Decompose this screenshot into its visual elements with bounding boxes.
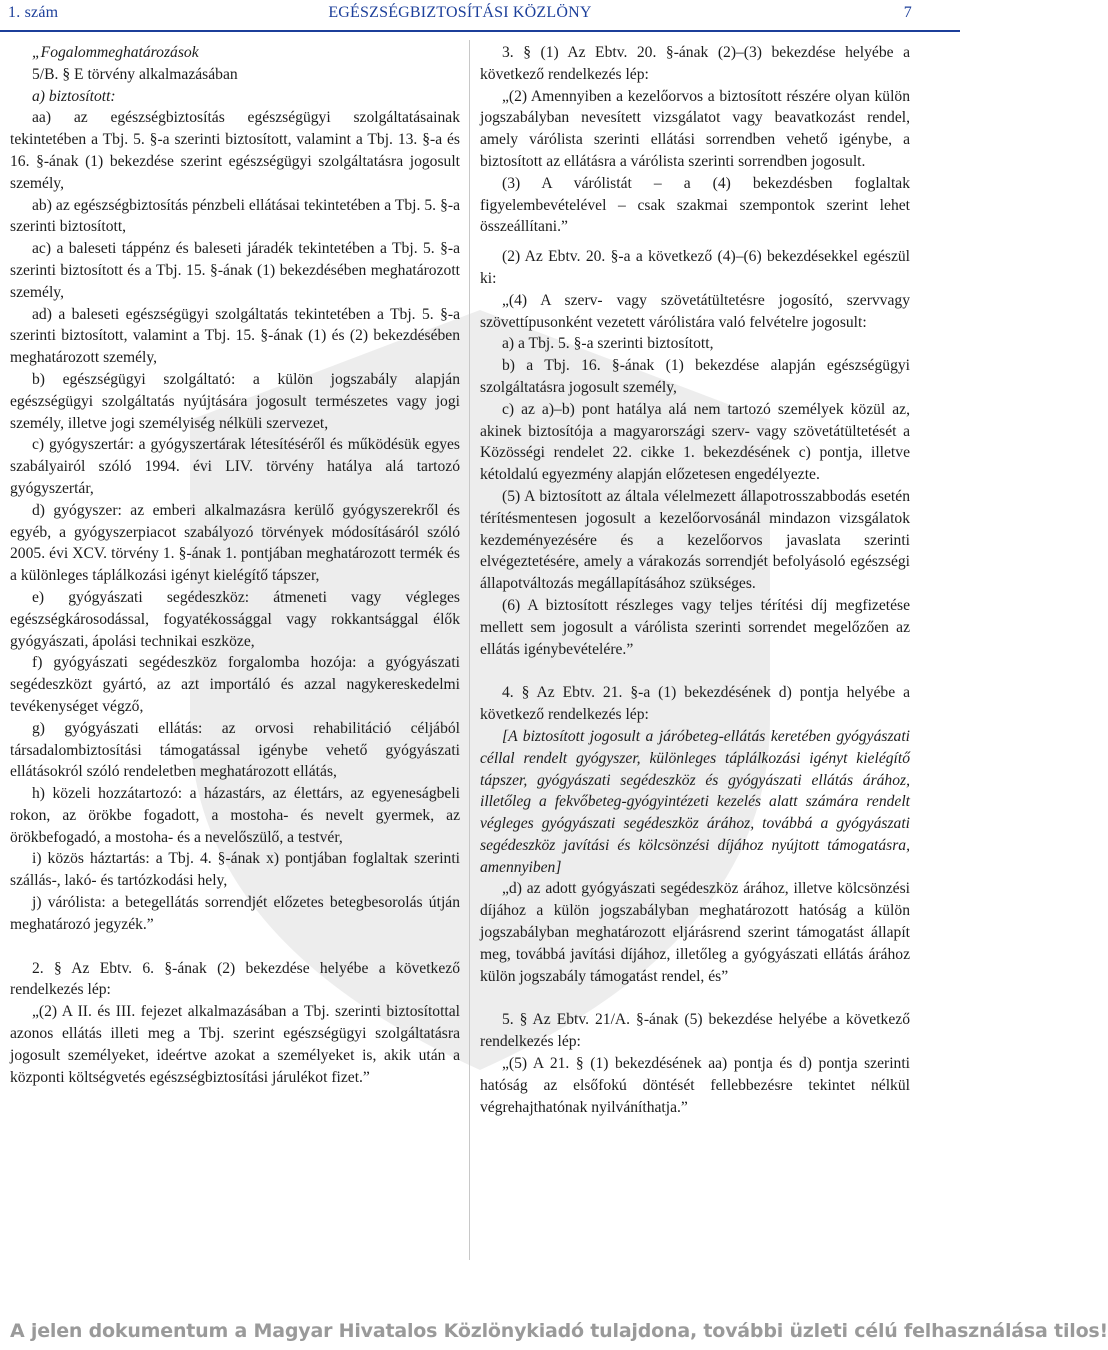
spacer (480, 660, 910, 682)
paragraph: b) a Tbj. 16. §-ának (1) bekezdése alapján egészségügyi szolgáltatásra jogosult személy, (480, 357, 910, 396)
paragraph: aa) az egészségbiztosítás egészségügyi szolgáltatásainak tekintetében a Tbj. 5. §-a szerinti biztosított, valamint a Tbj. 13. §-a és 16. §-ának (1) bekezdése szerint egészségügyi szolgáltatásra jogosult személy, (10, 109, 460, 192)
column-divider (469, 40, 470, 1260)
paragraph: „(5) A 21. § (1) bekezdésének aa) pontja és d) pontja szerinti hatóság az elsőfokú döntését fellebbezésre tekintet nélkül végrehajthatónak nyilváníthatja.” (480, 1055, 910, 1116)
paragraph: f) gyógyászati segédeszköz forgalomba hozója: a gyógyászati segédeszközt gyártó, az azt importáló és azzal nagykereskedelmi tevékenységet végző, (10, 654, 460, 715)
paragraph: g) gyógyászati ellátás: az orvosi rehabilitáció céljából társadalombiztosítási támogatással igénybe vehető gyógyászati ellátásokról szóló rendeletben meghatározott ellátás, (10, 719, 460, 781)
paragraph: ad) a baleseti egészségügyi szolgáltatás tekintetében a Tbj. 5. §-a szerinti biztosított, valamint a Tbj. 15. §-ának (1) és (2) bekezdésében meghatározott személy, (10, 305, 460, 367)
paragraph: 4. § Az Ebtv. 21. §-a (1) bekezdésének d) pontja helyébe a következő rendelkezés lép: (480, 684, 910, 724)
issue-number: 1. szám (8, 4, 59, 21)
paragraph: [A biztosított jogosult a járóbeteg-ellátás keretében gyógyászati céllal rendelt gyógyszer, különleges táplálkozási igényt kielégítő tápszer, gyógyászati segédeszköz és gyógyászati ellátás árához, illetőleg a fekvőbeteg-gyógyintézeti kezelés alatt számára rendelt végleges gyógyászati segédeszköz árához, továbbá a gyógyászati segédeszköz javítási és kölcsönzési díjához nyújtott támogatásra, amennyiben] (480, 727, 910, 876)
page-number: 7 (903, 4, 912, 21)
paragraph: (3) A várólistát – a (4) bekezdésben foglaltak figyelembevételével – csak szakmai szempontok szerint lehet összeállítani.” (480, 174, 910, 236)
paragraph: e) gyógyászati segédeszköz: átmeneti vagy végleges egészségkárosodással, fogyatékossággal vagy rokkantsággal élők gyógyászati, ápolási technikai eszköze, (10, 588, 460, 650)
paragraph: b) egészségügyi szolgáltató: a külön jogszabály alapján egészségügyi szolgáltatás nyújtására jogosult természetes vagy jogi személy, illetve jogi személyiség nélküli szervezet, (10, 370, 460, 432)
paragraph: „(2) A II. és III. fejezet alkalmazásában a Tbj. szerinti biztosítottal azonos ellátás illeti meg a Tbj. szerint egészségügyi szolgáltatásra jogosult személyeket, ideértve azokat a személyeket is, akik után a központi költségvetés egészségbiztosítási járulékot fizet.” (10, 1003, 460, 1086)
paragraph: i) közös háztartás: a Tbj. 4. §-ának x) pontjában foglaltak szerinti szállás-, lakó- és tartózkodási hely, (10, 850, 460, 890)
paragraph: a) a Tbj. 5. §-a szerinti biztosított, (502, 335, 714, 353)
paragraph: „(2) Amennyiben a kezelőorvos a biztosított részére olyan külön jogszabályban nevesített vizsgálatot vagy beavatkozást rendel, amely várólista szerinti ellátási sorrendben vehető igénybe, a biztosított az ellátásra a várólista szerinti sorrendben jogosult. (480, 87, 910, 170)
paragraph: d) gyógyszer: az emberi alkalmazásra kerülő gyógyszerekről és egyéb, a gyógyszerpiacot szabályozó törvények módosításáról szóló 2005. évi XCV. törvény 1. §-ának 1. pontjában meghatározott termék és a különleges táplálkozási igényt kielégítő tápszer, (10, 501, 460, 585)
paragraph: 2. § Az Ebtv. 6. §-ának (2) bekezdése helyébe a következő rendelkezés lép: (10, 959, 460, 999)
paragraph: „d) az adott gyógyászati segédeszköz árához, illetve kölcsönzési díjához a külön jogszabályban meghatározott hatóság a külön jogszabályban meghatározott eljárásrend szerint támogatást állapít meg, továbbá javítási díjához, illetőleg a gyógyászati ellátás árához külön jogszabály támogatást rendel, és” (480, 880, 910, 985)
paragraph: 3. § (1) Az Ebtv. 20. §-ának (2)–(3) bekezdése helyébe a következő rendelkezés lép: (480, 44, 910, 83)
paragraph: ac) a baleseti táppénz és baleseti járadék tekintetében a Tbj. 5. §-a szerinti biztosított és a Tbj. 15. §-ának (1) bekezdésében meghatározott személy, (10, 240, 460, 301)
paragraph: (5) A biztosított az általa vélelmezett állapotrosszabbodás esetén térítésmentesen jogosult a kezelőorvosánál mindazon vizsgálatok kezdeményezésére és a kezelőorvos javaslata szerinti elvégeztetésére, amely a várakozás sorrendjét befolyásoló egészségi állapotváltozás megállapításához szükséges. (480, 487, 910, 593)
spacer (480, 987, 910, 1009)
paragraph: „Fogalommeghatározások (32, 44, 199, 61)
header-rule (0, 30, 960, 32)
paragraph: h) közeli hozzátartozó: a házastárs, az élettárs, az egyeneságbeli rokon, az örökbe fogadott, a mostoha- és nevelt gyermek, az örökbefogadó, a mostoha- és a nevelőszülő, a testvér, (10, 785, 460, 846)
paragraph: c) az a)–b) pont hatálya alá nem tartozó személyek közül az, akinek biztosítója a magyarországi szerv- vagy szövetátültetését a Közösségi rendelet 22. cikke 1. bekezdésének c) pontja, illetve kétoldalú egyezmény alapján előzetesen engedélyezte. (480, 400, 910, 484)
spacer (10, 936, 460, 958)
paragraph: (6) A biztosított részleges vagy teljes térítési díj megfizetése mellett sem jogosult a várólista szerinti sorrendet megelőzően az ellátás igénybevételére.” (480, 596, 910, 658)
paragraph: j) várólista: a betegellátás sorrendjét előzetes betegbesorolás útján meghatározó jegyzék.” (10, 894, 460, 933)
left-column (10, 42, 460, 1088)
paragraph: „(4) A szerv- vagy szövetátültetésre jogosító, szervvagy szövettípusonként vezetett várólistára való felvételre jogosult: (480, 291, 910, 331)
journal-title: EGÉSZSÉGBIZTOSÍTÁSI KÖZLÖNY (328, 4, 592, 21)
paragraph: c) gyógyszertár: a gyógyszertárak létesítéséről és működésük egyes szabályairól szóló 1994. évi LIV. törvény hatálya alá tartozó gyógyszertár, (10, 436, 460, 497)
copyright-notice: A jelen dokumentum a Magyar Hivatalos Közlönykiadó tulajdona, további üzleti célú felhasználása tilos! (10, 1320, 1108, 1342)
paragraph: (2) Az Ebtv. 20. §-a a következő (4)–(6) bekezdésekkel egészül ki: (480, 248, 910, 287)
right-column (480, 42, 910, 1118)
paragraph: ab) az egészségbiztosítás pénzbeli ellátásai tekintetében a Tbj. 5. §-a szerinti biztosított, (10, 196, 460, 236)
paragraph: 5. § Az Ebtv. 21/A. §-ának (5) bekezdése helyébe a következő rendelkezés lép: (480, 1011, 910, 1051)
paragraph: 5/B. § E törvény alkalmazásában (32, 65, 238, 83)
page-header (8, 4, 912, 30)
paragraph: a) biztosított: (32, 87, 116, 105)
spacer (480, 238, 910, 246)
